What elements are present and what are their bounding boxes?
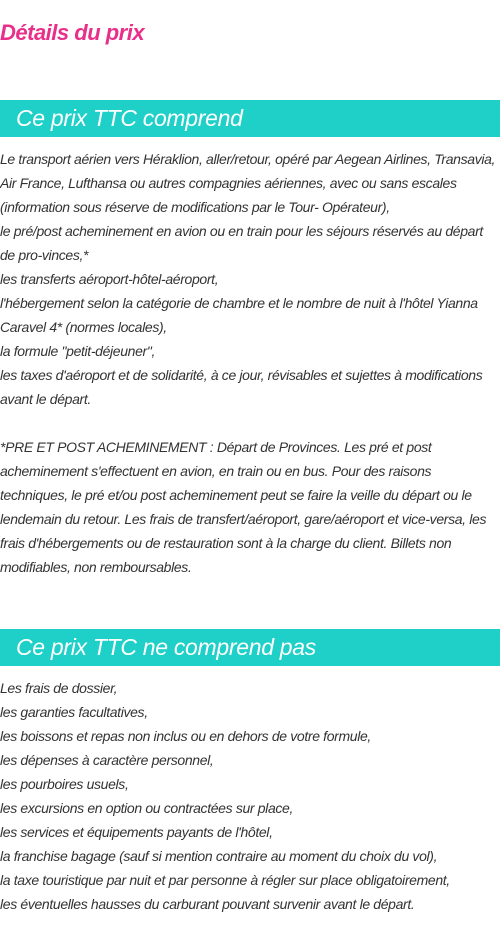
excludes-heading: Ce prix TTC ne comprend pas [0,629,500,666]
page-title: Détails du prix [0,20,145,45]
includes-heading: Ce prix TTC comprend [0,100,500,137]
includes-item: Le transport aérien vers Héraklion, aller/retour, opéré par Aegean Airlines, Transavia, Air France, Lufthansa ou autres compagnies aériennes, avec ou sans escales (information sous réserve de modifications par le Tour- Opérateur), [0,151,496,215]
includes-item: la formule "petit-déjeuner", [0,343,156,359]
includes-item: le pré/post acheminement en avion ou en train pour les séjours réservés au départ de pro-vinces,* [0,223,483,263]
excludes-item: les services et équipements payants de l'hôtel, [0,824,273,840]
excludes-item: les garanties facultatives, [0,704,148,720]
excludes-item: les dépenses à caractère personnel, [0,752,214,768]
excludes-item: la franchise bagage (sauf si mention contraire au moment du choix du vol), [0,848,438,864]
excludes-item: les pourboires usuels, [0,776,129,792]
includes-item: l'hébergement selon la catégorie de chambre et le nombre de nuit à l'hôtel Yianna Caravel 4* (normes locales), [0,295,478,335]
includes-list [0,147,500,579]
excludes-item: les excursions en option ou contractées sur place, [0,800,294,816]
acheminement-note: *PRE ET POST ACHEMINEMENT : Départ de Provinces. Les pré et post acheminement s'effectuent en avion, en train ou en bus. Pour des raisons techniques, le pré et/ou post acheminement peut se faire la veille du départ ou le lendemain du retour. Les frais de transfert/aéroport, gare/aéroport et vice-versa, les frais d'hébergements ou de restauration sont à la charge du client. Billets non modifiables, non remboursables. [0,439,487,575]
includes-item: les taxes d'aéroport et de solidarité, à ce jour, révisables et sujettes à modifications avant le départ. [0,367,483,407]
includes-item: les transferts aéroport-hôtel-aéroport, [0,271,219,287]
excludes-item: la taxe touristique par nuit et par personne à régler sur place obligatoirement, [0,872,450,888]
excludes-item: les boissons et repas non inclus ou en dehors de votre formule, [0,728,371,744]
excludes-list [0,676,500,916]
excludes-item: Les frais de dossier, [0,680,118,696]
excludes-item: les éventuelles hausses du carburant pouvant survenir avant le départ. [0,896,415,912]
